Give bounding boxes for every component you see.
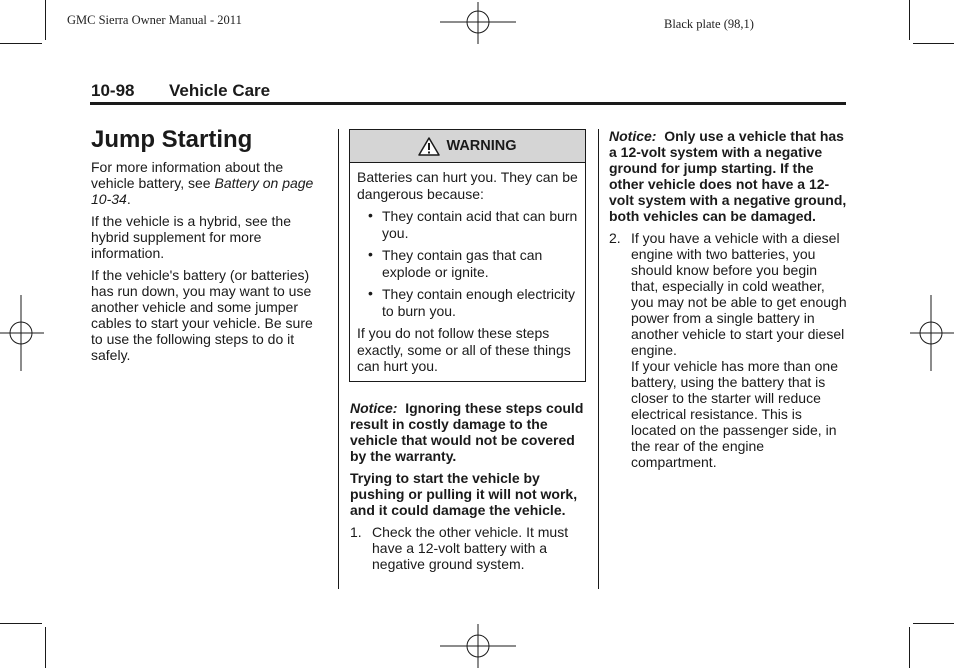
warning-box	[349, 129, 586, 382]
step-number: 2.	[609, 230, 621, 246]
warning-intro: Batteries can hurt you. They can be dangerous because:	[357, 169, 578, 202]
notice-text: Ignoring these steps could result in costly damage to the vehicle that would not be covered by the warranty.	[350, 400, 584, 464]
bullet-dot-icon: •	[368, 285, 373, 301]
section-number: 10-98	[91, 81, 135, 100]
step-list	[350, 524, 586, 572]
step-text: Check the other vehicle. It must have a 12-volt battery with a negative ground system.	[372, 524, 569, 572]
step-text: If you have a vehicle with a diesel engine with two batteries, you should know before you begin that, especially in cold weather, you may not be able to get enough power from a single battery in another vehicle to start your diesel engine.	[631, 230, 847, 358]
column-1	[91, 126, 327, 369]
notice-label: Notice:	[609, 128, 657, 144]
warning-body	[350, 163, 585, 375]
step-item	[350, 524, 586, 572]
registration-crosshair-icon	[910, 295, 954, 371]
list-item-text: They contain enough electricity to burn you.	[382, 286, 575, 319]
page-title: Jump Starting	[91, 126, 253, 153]
registration-crosshair-icon	[440, 624, 516, 668]
column-2	[350, 400, 586, 572]
header-rule	[90, 102, 846, 105]
list-item	[357, 247, 578, 280]
notice-text: Only use a vehicle that has a 12-volt system with a negative ground for jump starting. If the other vehicle does not have a 12-volt system with a negative ground, both vehicles can be damaged.	[609, 128, 847, 224]
crop-mark	[0, 43, 42, 44]
section-heading	[91, 81, 270, 101]
paragraph: If the vehicle's battery (or batteries) has run down, you may want to use another vehicle and some jumper cables to start your vehicle. Be sure to use the following steps to do it safely.	[91, 267, 313, 363]
paragraph-text: .	[126, 191, 131, 207]
list-item-text: They contain gas that can explode or ignite.	[382, 247, 543, 280]
section-name: Vehicle Care	[169, 81, 271, 100]
column-divider	[598, 129, 599, 589]
registration-crosshair-icon	[0, 295, 44, 371]
warning-heading: WARNING	[446, 138, 517, 154]
notice-paragraph	[609, 128, 847, 224]
bullet-dot-icon: •	[368, 246, 373, 262]
bullet-dot-icon: •	[368, 207, 373, 223]
plate-label: Black plate (98,1)	[664, 17, 754, 31]
crop-mark	[913, 43, 954, 44]
warning-outro: If you do not follow these steps exactly, some or all of these things can hurt you.	[357, 325, 571, 374]
step-list	[609, 230, 847, 470]
manual-title: GMC Sierra Owner Manual - 2011	[67, 13, 242, 27]
notice-paragraph	[350, 400, 586, 464]
notice-label: Notice:	[350, 400, 398, 416]
column-3	[609, 128, 847, 470]
warning-header	[350, 130, 585, 163]
crop-mark	[913, 623, 954, 624]
warning-list	[357, 208, 578, 319]
step-number: 1.	[350, 524, 362, 540]
paragraph: Trying to start the vehicle by pushing or pulling it will not work, and it could damage the vehicle.	[350, 470, 578, 518]
paragraph	[91, 159, 327, 207]
paragraph: If the vehicle is a hybrid, see the hybrid supplement for more information.	[91, 213, 291, 261]
crop-mark	[909, 627, 910, 668]
crop-mark	[909, 0, 910, 40]
paragraph-text: For more information about the vehicle battery, see	[91, 159, 284, 191]
registration-crosshair-icon	[440, 2, 516, 44]
crop-mark	[45, 627, 46, 668]
warning-triangle-icon	[418, 137, 440, 156]
step-text: If your vehicle has more than one battery, using the battery that is closer to the starter will reduce electrical resistance. This is located on the passenger side, in the rear of the engine compartment.	[631, 358, 839, 470]
cross-reference-link[interactable]: Battery on page 10-34	[91, 175, 314, 207]
crop-mark	[0, 623, 42, 624]
list-item-text: They contain acid that can burn you.	[382, 208, 578, 241]
list-item	[357, 286, 578, 319]
list-item	[357, 208, 578, 241]
step-item	[609, 230, 847, 470]
column-divider	[338, 129, 339, 589]
crop-mark	[45, 0, 46, 40]
